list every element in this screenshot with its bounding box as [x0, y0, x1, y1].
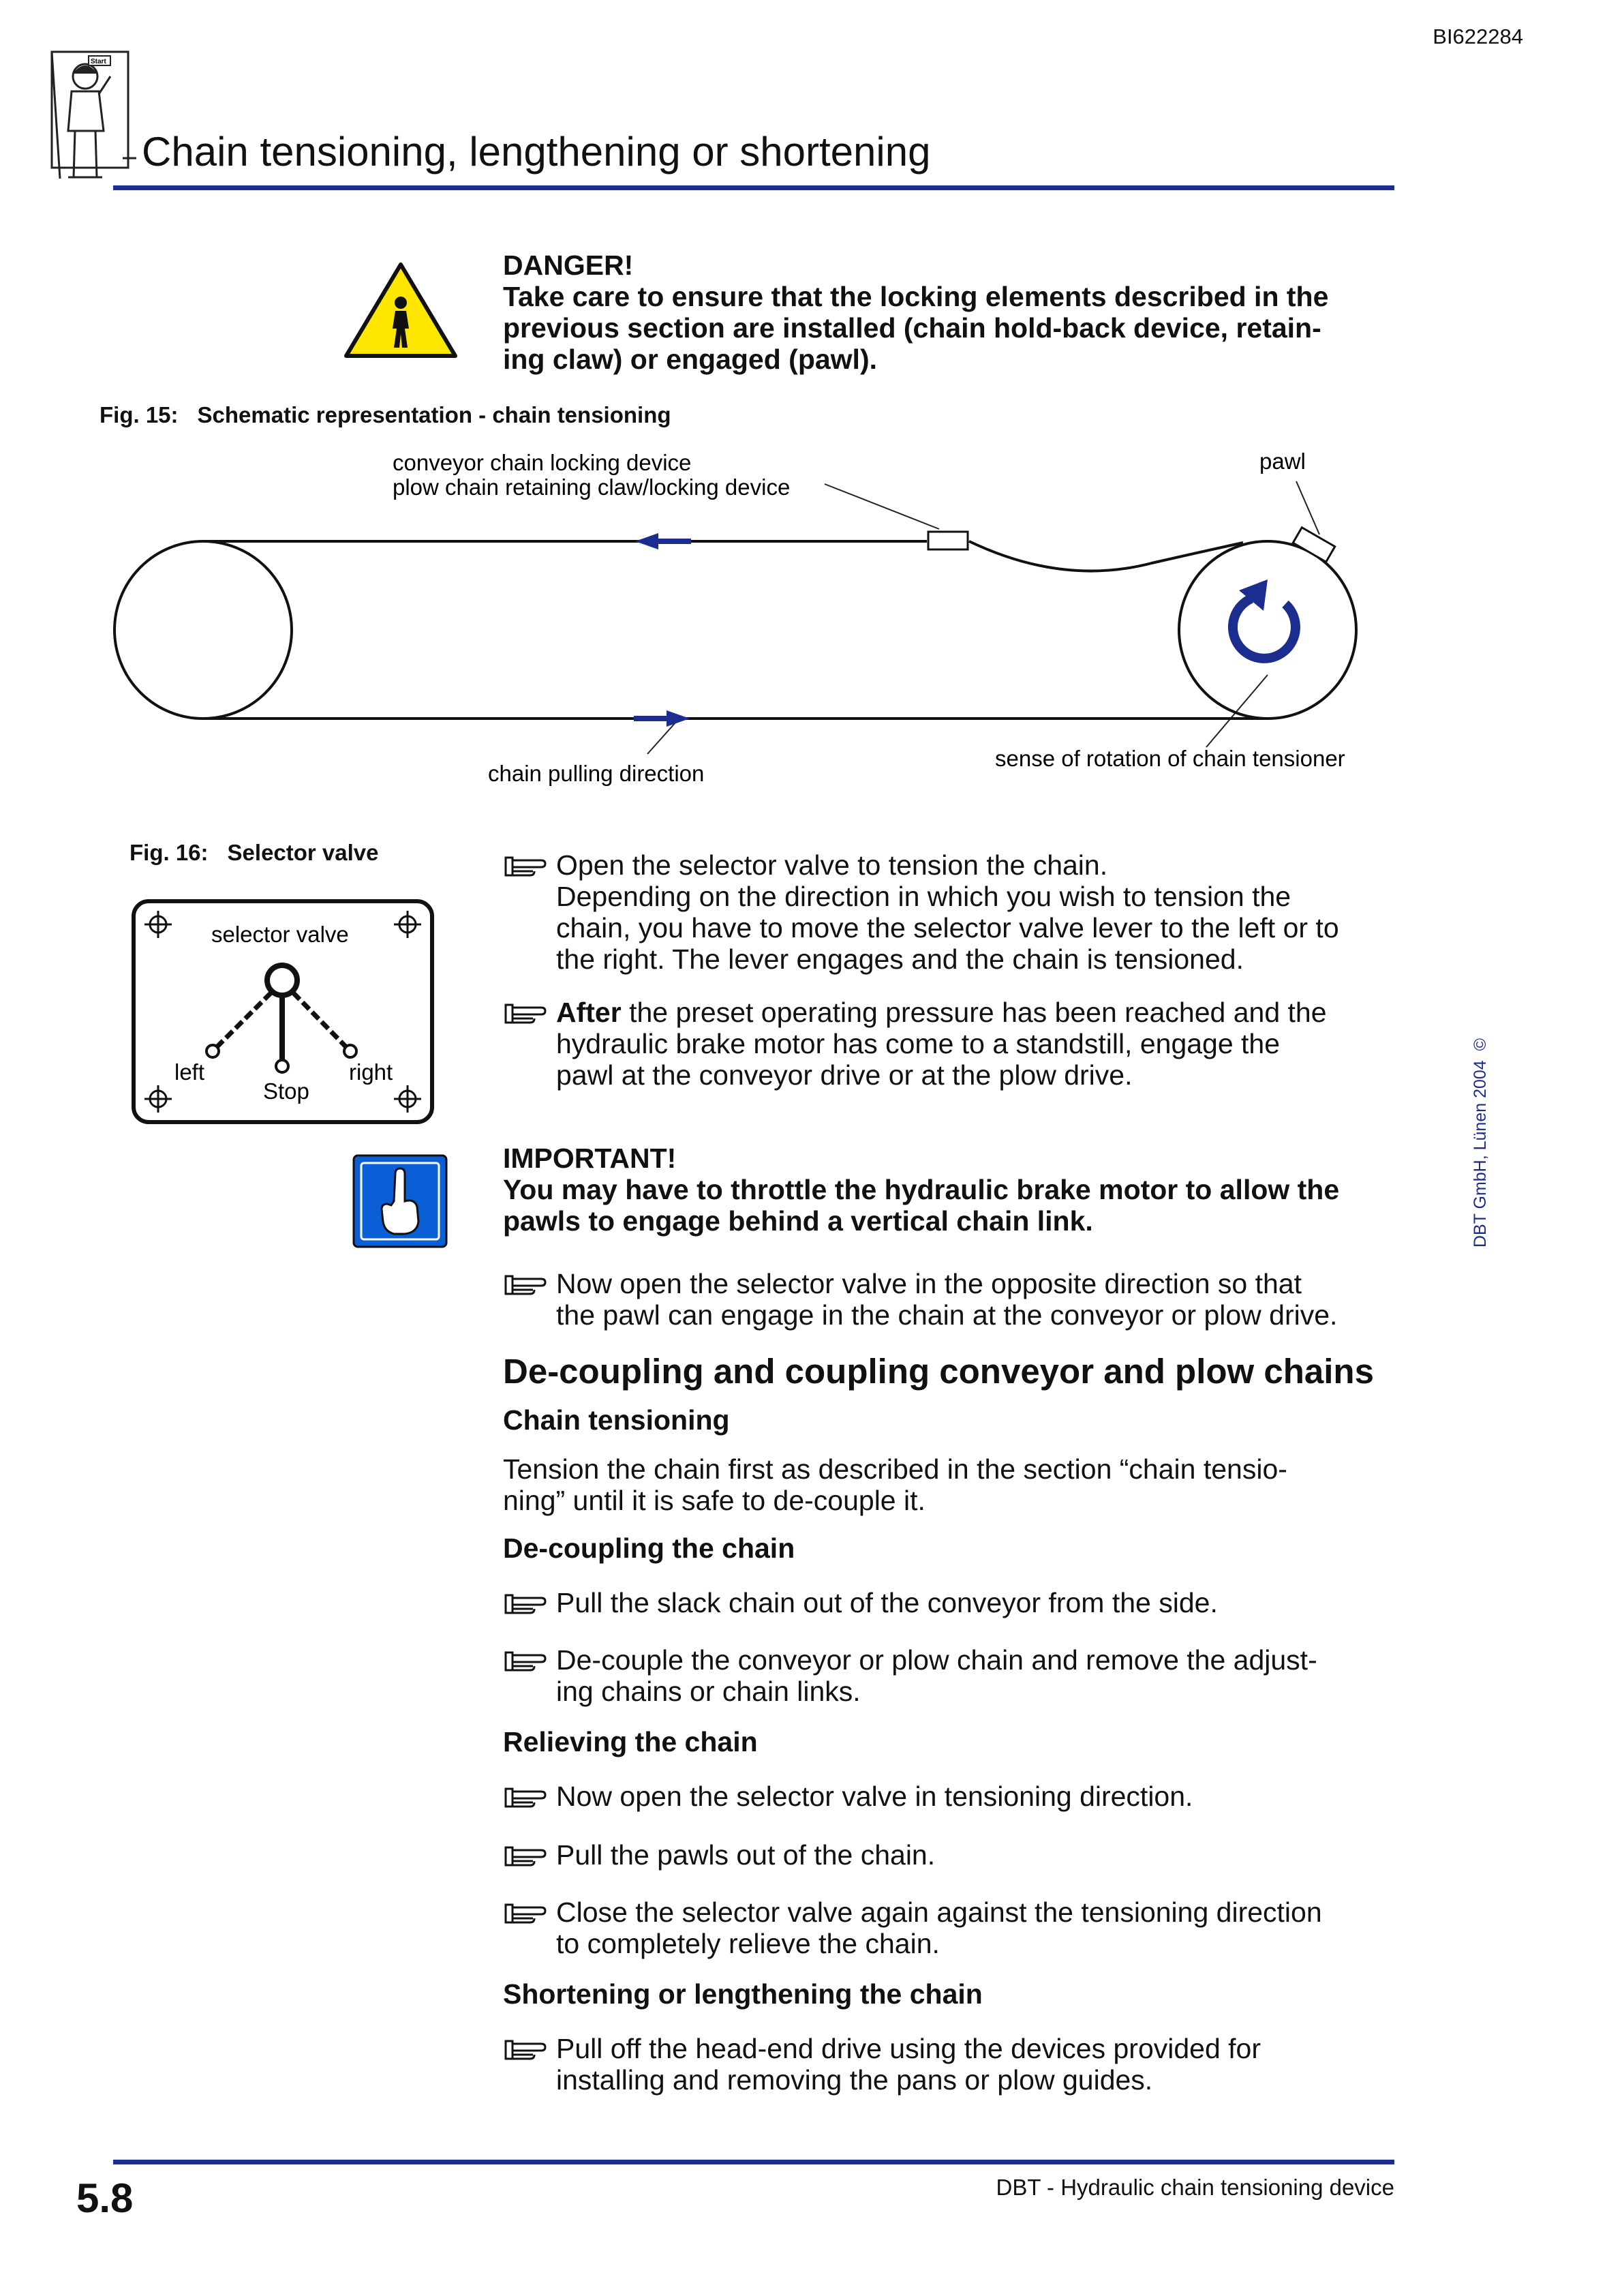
- step-close-selector-valve: Close the selector valve again against the tensioning direction to completely relieve the chain.: [503, 1897, 1403, 1959]
- label-locking-device-2: plow chain retaining claw/locking device: [393, 474, 791, 500]
- subheading-shortening: Shortening or lengthening the chain: [503, 1978, 983, 2010]
- chain-tensioning-diagram: [109, 443, 1377, 798]
- upper-direction-arrow: [635, 533, 691, 549]
- pointing-hand-icon: [503, 1271, 547, 1298]
- lower-direction-arrow: [634, 710, 690, 727]
- locking-device-symbol: [928, 532, 968, 549]
- label-pawl: pawl: [1259, 449, 1306, 474]
- header-rule: [113, 185, 1394, 190]
- start-figure-logo: [48, 49, 136, 185]
- label-left: left: [174, 1059, 205, 1085]
- step-open-selector-valve: Open the selector valve to tension the chain. Depending on the direction in which you wish to tension the chain, you have to move the selector valve lever to the left or to the right. The lever engages and the chain is tensioned.: [503, 849, 1403, 975]
- pointing-hand-icon: [503, 1783, 547, 1811]
- footer-rule: [113, 2160, 1394, 2164]
- step-pull-pawls: Pull the pawls out of the chain.: [503, 1839, 1403, 1871]
- page-title: Chain tensioning, lengthening or shortening: [142, 129, 931, 175]
- pawl-symbol: [1293, 528, 1334, 562]
- section-title: De-coupling and coupling conveyor and plow chains: [503, 1352, 1374, 1391]
- label-sense-of-rotation: sense of rotation of chain tensioner: [995, 746, 1345, 771]
- pointing-hand-icon: [503, 1590, 547, 1617]
- pointing-hand-icon: [503, 1842, 547, 1869]
- step-open-opposite-direction: Now open the selector valve in the opposite direction so that the pawl can engage in the chain at the conveyor or plow drive.: [503, 1268, 1403, 1331]
- pointing-hand-icon: [503, 1647, 547, 1674]
- page-number: 5.8: [76, 2175, 134, 2221]
- document-id: BI622284: [1433, 25, 1523, 48]
- subheading-decoupling: De-coupling the chain: [503, 1532, 795, 1564]
- fig15-caption: Fig. 15: Schematic representation - chain tensioning: [100, 402, 671, 427]
- pointing-hand-icon: [503, 999, 547, 1027]
- label-locking-device-1: conveyor chain locking device: [393, 450, 692, 475]
- selector-valve-title: selector valve: [211, 922, 349, 947]
- danger-text: Take care to ensure that the locking elements described in the previous section are installed (chain hold-back device, retain- ing claw) or engaged (pawl).: [503, 281, 1329, 375]
- svg-text:Start: Start: [91, 58, 106, 65]
- tail-end-sprocket: [114, 541, 292, 719]
- fig16-caption: Fig. 16: Selector valve: [129, 840, 379, 865]
- step-decouple-chain: De-couple the conveyor or plow chain and remove the adjust- ing chains or chain links.: [503, 1644, 1403, 1707]
- step-engage-pawl: After the preset operating pressure has been reached and the hydraulic brake motor has come to a standstill, engage the pawl at the conveyor drive or at the plow drive.: [503, 997, 1403, 1091]
- footer-title: DBT - Hydraulic chain tensioning device: [996, 2175, 1394, 2200]
- paragraph-chain-tensioning: Tension the chain first as described in the section “chain tensio- ning” until it is safe to de-couple it.: [503, 1453, 1287, 1516]
- pointing-hand-icon: [503, 852, 547, 879]
- label-chain-pulling-direction: chain pulling direction: [488, 761, 705, 786]
- label-right: right: [349, 1059, 393, 1085]
- danger-heading: DANGER!: [503, 250, 634, 281]
- important-text: You may have to throttle the hydraulic brake motor to allow the pawls to engage behind a vertical chain link.: [503, 1174, 1340, 1237]
- step-open-tensioning-direction: Now open the selector valve in tensioning direction.: [503, 1781, 1403, 1812]
- important-heading: IMPORTANT!: [503, 1143, 677, 1174]
- step-pull-slack-chain: Pull the slack chain out of the conveyor from the side.: [503, 1587, 1403, 1618]
- subheading-relieving: Relieving the chain: [503, 1726, 758, 1757]
- rotation-arrow: [1233, 599, 1296, 659]
- label-stop: Stop: [263, 1078, 309, 1104]
- drive-sprocket: [1179, 541, 1356, 719]
- subheading-chain-tensioning: Chain tensioning: [503, 1404, 730, 1436]
- pointing-hand-icon: [503, 1899, 547, 1927]
- danger-warning-icon: [342, 260, 459, 360]
- copyright-notice: DBT GmbH, Lünen 2004 ©: [1471, 1038, 1490, 1248]
- important-hand-icon: [352, 1153, 448, 1249]
- pointing-hand-icon: [503, 2036, 547, 2063]
- selector-valve-diagram: [129, 897, 436, 1129]
- step-pull-off-drive: Pull off the head-end drive using the devices provided for installing and removing the pans or plow guides.: [503, 2033, 1403, 2096]
